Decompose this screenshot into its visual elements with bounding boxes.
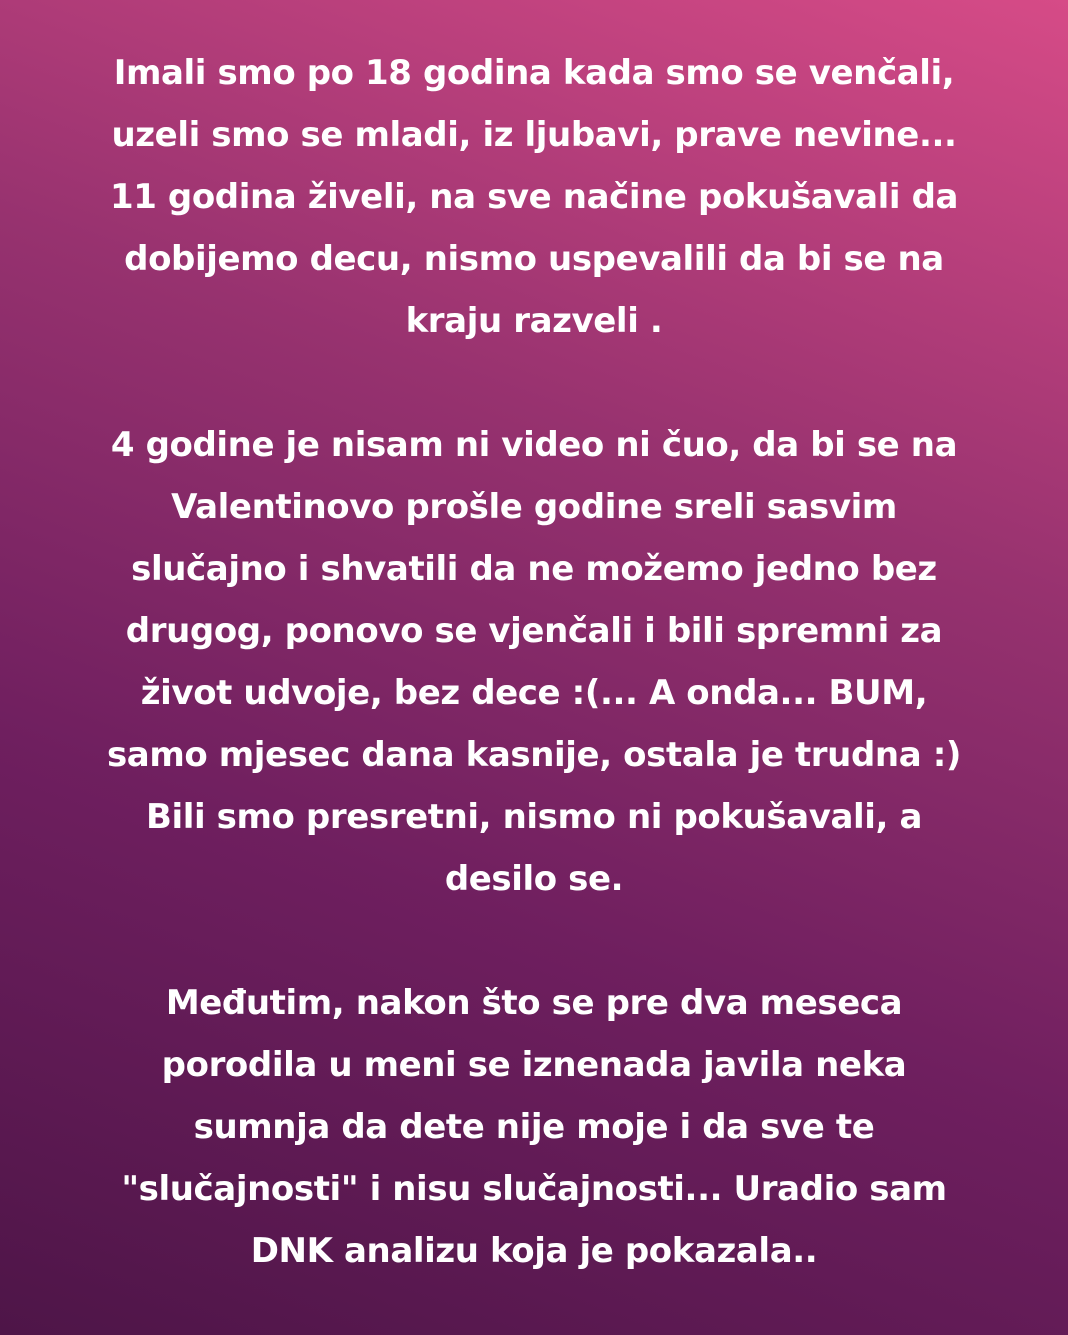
paragraph-spacer xyxy=(0,352,1068,414)
story-paragraph-2 xyxy=(0,414,1068,910)
text-line: porodila u meni se iznenada javila neka xyxy=(161,1045,907,1085)
text-line: sumnja da dete nije moje i da sve te xyxy=(193,1107,875,1147)
text-line: desilo se. xyxy=(444,859,624,899)
text-line: "slučajnosti" i nisu slučajnosti... Uradio sam xyxy=(121,1169,947,1209)
text-line: slučajno i shvatili da ne možemo jedno bez xyxy=(131,549,937,589)
text-line: DNK analizu koja je pokazala.. xyxy=(250,1231,818,1271)
text-line: 4 godine je nisam ni video ni čuo, da bi se na xyxy=(110,425,958,465)
text-line: Bili smo presretni, nismo ni pokušavali, a xyxy=(145,797,923,837)
text-line: samo mjesec dana kasnije, ostala je trudna :) xyxy=(106,735,962,775)
story-paragraph-3 xyxy=(0,972,1068,1282)
text-line: 11 godina živeli, na sve načine pokušavali da xyxy=(109,177,959,217)
text-line: Međutim, nakon što se pre dva meseca xyxy=(165,983,903,1023)
text-line: kraju razveli . xyxy=(405,301,663,341)
text-line: dobijemo decu, nismo uspevalili da bi se na xyxy=(124,239,944,279)
text-line: uzeli smo se mladi, iz ljubavi, prave nevine... xyxy=(111,115,957,155)
text-line: Valentinovo prošle godine sreli sasvim xyxy=(171,487,897,527)
text-line: drugog, ponovo se vjenčali i bili spremni za xyxy=(125,611,943,651)
paragraph-spacer xyxy=(0,910,1068,972)
story-paragraph-1 xyxy=(0,42,1068,352)
text-line: život udvoje, bez dece :(... A onda... BUM, xyxy=(140,673,928,713)
text-line: Imali smo po 18 godina kada smo se venčali, xyxy=(113,53,955,93)
